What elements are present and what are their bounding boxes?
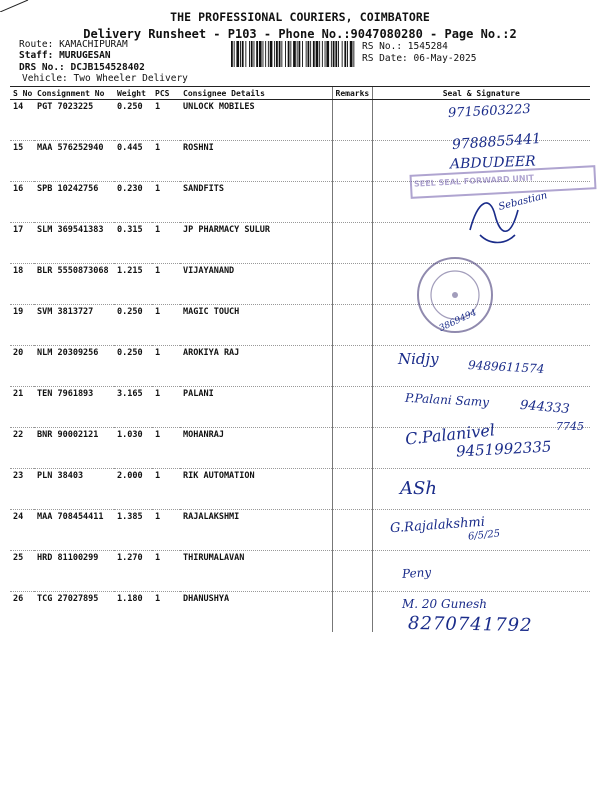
handwritten-phone: 8270741792: [407, 612, 533, 637]
cell-consignee: RAJALAKSHMI: [180, 510, 332, 551]
cell-remarks: [332, 264, 372, 305]
table-row: [10, 510, 590, 551]
cell-weight: 1.180: [117, 594, 143, 604]
cell-remarks: [332, 469, 372, 510]
cell-sno: 23: [10, 469, 34, 510]
cell-pcs: 1: [152, 346, 180, 387]
cell-remarks: [332, 141, 372, 182]
handwritten-signature: Nidjy: [398, 350, 439, 368]
table-row: [10, 264, 590, 305]
cell-pcs: 1: [152, 551, 180, 592]
cell-consignee: VIJAYANAND: [180, 264, 332, 305]
cell-pcs: 1: [152, 100, 180, 141]
col-sno: S No: [10, 87, 34, 100]
cell-consignment: HRD 81100299: [34, 551, 114, 592]
drs-label: DRS No.:: [19, 62, 65, 73]
cell-remarks: [332, 387, 372, 428]
cell-consignment: NLM 20309256: [34, 346, 114, 387]
cell-remarks: [332, 551, 372, 592]
cell-consignment: TCG 27027895: [37, 594, 99, 604]
handwritten-phone: 9451992335: [455, 437, 552, 461]
cell-consignment: SLM 369541383: [34, 223, 114, 264]
col-signature: Seal & Signature: [372, 87, 590, 100]
cell-pcs: 1: [152, 223, 180, 264]
cell-pcs: 1: [152, 510, 180, 551]
runsheet-subtitle: Delivery Runsheet - P103 - Phone No.:9047080280 - Page No.:2: [83, 27, 517, 41]
cell-consignment: SPB 10242756: [34, 182, 114, 223]
handwritten-phone: 9715603223: [447, 101, 532, 122]
cell-consignment: MAA 708454411: [34, 510, 114, 551]
cell-remarks: [332, 428, 372, 469]
handwritten-signature: Sebastian: [497, 190, 549, 213]
vehicle-line: [22, 73, 188, 84]
cell-weight: 2.000: [114, 469, 152, 510]
route-label: Route:: [19, 39, 54, 50]
page-title: THE PROFESSIONAL COURIERS, COIMBATORE: [170, 10, 430, 24]
handwritten-date: 6/5/25: [467, 528, 501, 543]
handwritten-signature: G.Rajalakshmi: [389, 514, 486, 537]
handwritten-phone: 944333: [519, 397, 571, 418]
cell-consignee: PALANI: [180, 387, 332, 428]
cell-remarks: [332, 305, 372, 346]
cell-sno: 25: [10, 551, 34, 592]
vehicle-label: Vehicle:: [22, 73, 68, 84]
col-consignee: Consignee Details: [180, 87, 332, 100]
handwritten-phone: 9788855441: [451, 130, 542, 154]
cell-weight: 0.230: [114, 182, 152, 223]
cell-consignment: BLR 5550873068: [34, 264, 114, 305]
cell-consignee: DHANUSHYA: [183, 594, 230, 604]
cell-remarks: [332, 592, 372, 633]
table-row: [10, 469, 590, 510]
cell-remarks: [332, 510, 372, 551]
vehicle-value: Two Wheeler Delivery: [73, 73, 188, 84]
cell-consignee: ROSHNI: [180, 141, 332, 182]
drs-barcode: [231, 41, 356, 67]
cell-consignee: MAGIC TOUCH: [180, 305, 332, 346]
cell-pcs: 1: [152, 469, 180, 510]
cell-weight: 0.250: [114, 346, 152, 387]
table-row: [10, 387, 590, 428]
staff-value: MURUGESAN: [59, 50, 111, 61]
cell-sno: 20: [10, 346, 34, 387]
cell-consignment: PGT 7023225: [34, 100, 114, 141]
cell-weight: 0.445: [114, 141, 152, 182]
cell-remarks: [332, 100, 372, 141]
rs-date-line: [362, 53, 476, 64]
cell-sno: 14: [10, 100, 34, 141]
cell-sno: 18: [10, 264, 34, 305]
rs-no-line: [362, 41, 448, 52]
handwritten-signature: ASh: [400, 478, 437, 499]
cell-weight: 0.250: [114, 100, 152, 141]
cell-sno: 22: [10, 428, 34, 469]
col-pcs: PCS: [152, 87, 180, 100]
staff-line: [19, 50, 111, 61]
cell-weight: 1.270: [114, 551, 152, 592]
cell-consignee: JP PHARMACY SULUR: [180, 223, 332, 264]
cell-weight: 3.165: [114, 387, 152, 428]
cell-pcs: 1: [152, 264, 180, 305]
table-row: [10, 551, 590, 592]
handwritten-signature: Peny: [401, 565, 432, 581]
cell-sno: 15: [10, 141, 34, 182]
cell-pcs: 1: [155, 594, 161, 604]
drs-line: [19, 62, 145, 73]
rs-no-label: RS No.:: [362, 41, 403, 52]
staff-label: Staff:: [19, 50, 54, 61]
cell-consignee: AROKIYA RAJ: [180, 346, 332, 387]
cell-consignment: SVM 3813727: [34, 305, 114, 346]
cell-pcs: 1: [152, 387, 180, 428]
col-consignment: Consignment No: [34, 87, 114, 100]
rs-no-value: 1545284: [407, 41, 448, 52]
handwritten-name: P.Palani Samy: [404, 390, 490, 410]
handwritten-phone: 9489611574: [467, 358, 545, 376]
handwritten-name: C.Palanivel: [404, 420, 496, 449]
forward-unit-stamp: SEEL SEAL FORWARD UNIT: [409, 165, 596, 199]
cell-consignment: MAA 576252940: [34, 141, 114, 182]
cell-consignee: SANDFITS: [180, 182, 332, 223]
route-line: [19, 39, 128, 50]
cell-consignment: BNR 90002121: [34, 428, 114, 469]
cell-pcs: 1: [152, 182, 180, 223]
cell-weight: 1.385: [114, 510, 152, 551]
cell-remarks: [332, 182, 372, 223]
rs-date-value: 06-May-2025: [413, 53, 477, 64]
cell-weight: 0.315: [114, 223, 152, 264]
cell-sno: 16: [10, 182, 34, 223]
col-remarks: Remarks: [332, 87, 372, 100]
cell-pcs: 1: [152, 305, 180, 346]
col-weight: Weight: [114, 87, 152, 100]
route-value: KAMACHIPURAM: [59, 39, 128, 50]
handwritten-phone: 7745: [556, 420, 584, 433]
cell-weight: 0.250: [114, 305, 152, 346]
cell-weight: 1.215: [114, 264, 152, 305]
cell-consignee: UNLOCK MOBILES: [180, 100, 332, 141]
cell-consignee: THIRUMALAVAN: [180, 551, 332, 592]
table-header: [10, 87, 590, 100]
handwritten-name: ABDUDEER: [449, 153, 536, 173]
cell-sno: 24: [10, 510, 34, 551]
cell-weight: 1.030: [114, 428, 152, 469]
drs-value: DCJB154528402: [70, 62, 145, 73]
cell-sno: 21: [10, 387, 34, 428]
cell-remarks: [332, 223, 372, 264]
cell-pcs: 1: [152, 428, 180, 469]
cell-consignment: PLN 38403: [34, 469, 114, 510]
rs-date-label: RS Date:: [362, 53, 408, 64]
handwritten-name: M. 20 Gunesh: [402, 597, 488, 611]
table-row: [10, 305, 590, 346]
cell-pcs: 1: [152, 141, 180, 182]
cell-consignee: MOHANRAJ: [180, 428, 332, 469]
cell-sno: 17: [10, 223, 34, 264]
handwritten-phone: 3869494: [437, 307, 479, 335]
cell-sno: 26: [13, 594, 24, 604]
cell-consignment: TEN 7961893: [34, 387, 114, 428]
cell-sno: 19: [10, 305, 34, 346]
cell-remarks: [332, 346, 372, 387]
cell-consignee: RIK AUTOMATION: [180, 469, 332, 510]
